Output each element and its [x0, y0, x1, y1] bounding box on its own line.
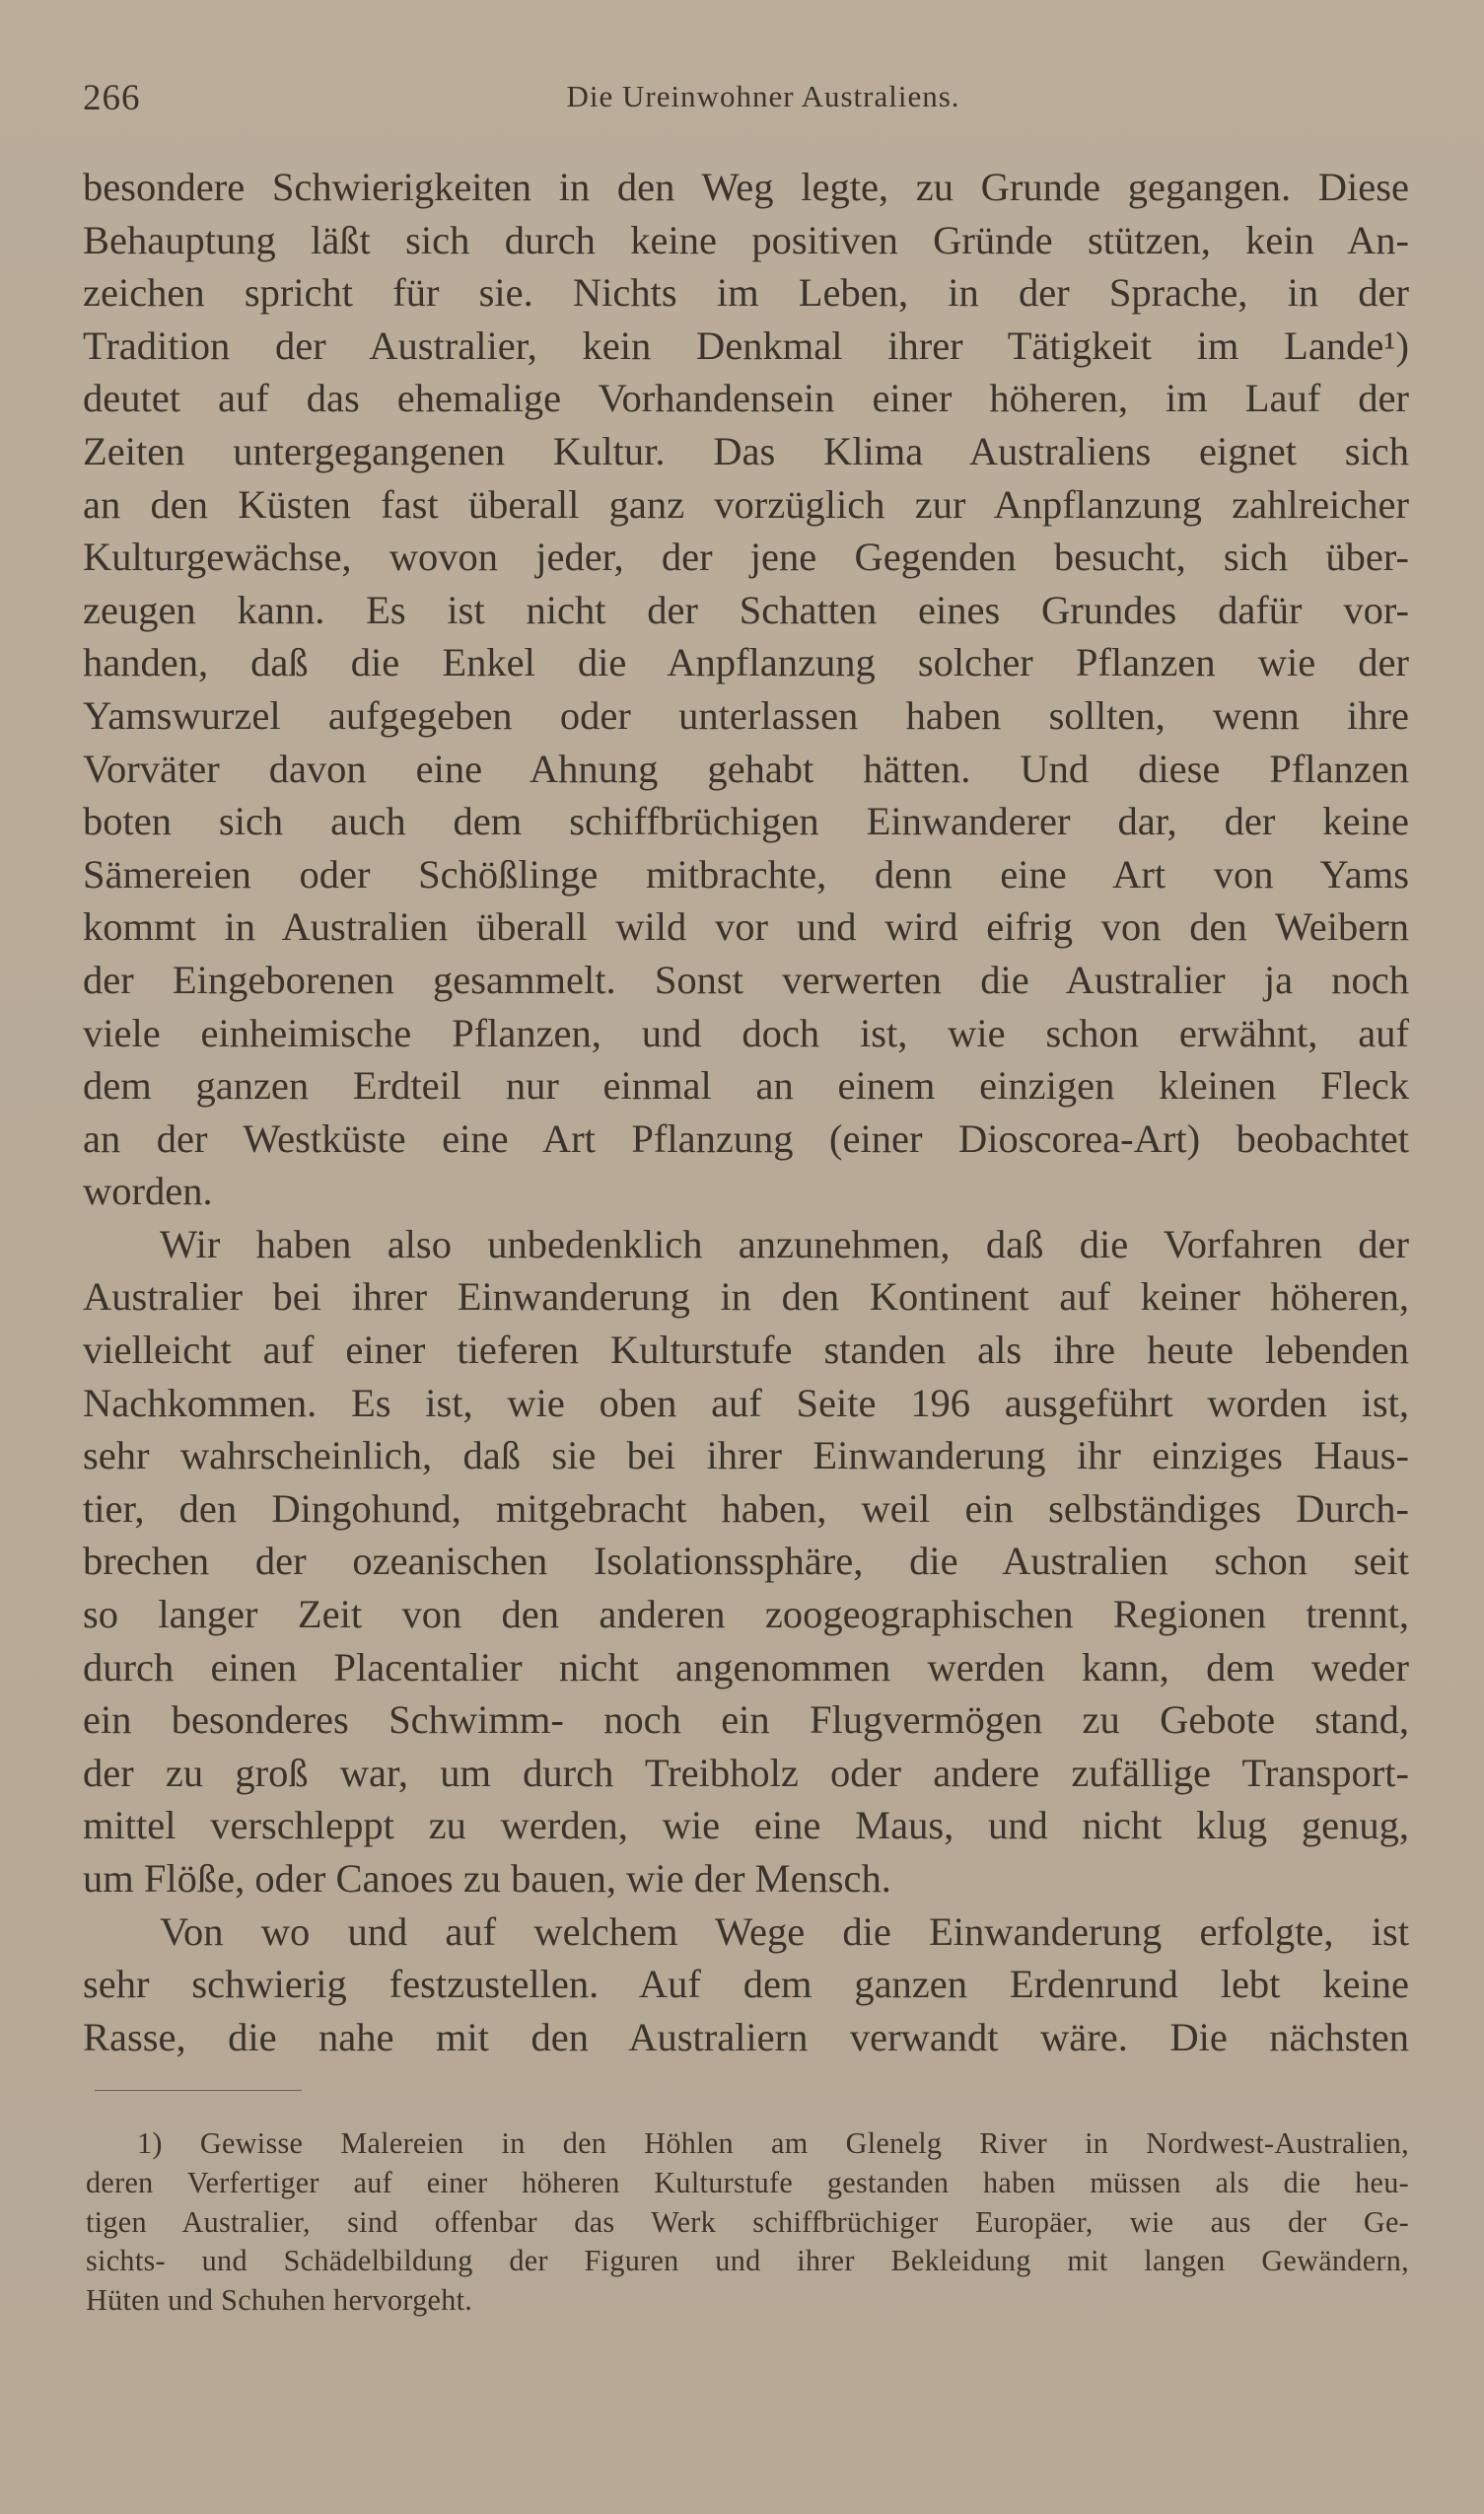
body-line: Von wo und auf welchem Wege die Einwanderung erfolgte, ist	[160, 1908, 1409, 1954]
body-line: Sämereien oder Schößlinge mitbrachte, denn eine Art von Yams	[83, 851, 1409, 897]
body-line: ein besonderes Schwimm- noch ein Flugvermögen zu Gebote stand,	[83, 1697, 1409, 1743]
body-line: vielleicht auf einer tieferen Kulturstufe standen als ihre heute lebenden	[83, 1328, 1409, 1373]
body-line: Tradition der Australier, kein Denkmal ihrer Tätigkeit im Lande¹)	[83, 323, 1409, 368]
body-line: sehr schwierig festzustellen. Auf dem ganzen Erdenrund lebt keine	[83, 1962, 1409, 2007]
body-line: kommt in Australien überall wild vor und wird eifrig von den Weibern	[83, 904, 1409, 950]
body-line: boten sich auch dem schiffbrüchigen Einwanderer dar, der keine	[83, 799, 1409, 844]
body-line: handen, daß die Enkel die Anpflanzung solcher Pflanzen wie der	[83, 640, 1409, 685]
footnote-line: Hüten und Schuhen hervorgeht.	[86, 2283, 473, 2318]
body-line: der zu groß war, um durch Treibholz oder andere zufällige Transport-	[83, 1750, 1409, 1795]
body-line: der Eingeborenen gesammelt. Sonst verwerten die Australier ja noch	[83, 957, 1409, 1002]
body-line: tier, den Dingohund, mitgebracht haben, weil ein selbständiges Durch-	[83, 1485, 1409, 1531]
body-line: an den Küsten fast überall ganz vorzüglich zur Anpflanzung zahlreicher	[83, 481, 1409, 527]
footnote-line: 1) Gewisse Malereien in den Höhlen am Glenelg River in Nordwest-Australien,	[137, 2126, 1409, 2160]
body-line: viele einheimische Pflanzen, und doch ist, wie schon erwähnt, auf	[83, 1010, 1409, 1055]
body-line: Yamswurzel aufgegeben oder unterlassen haben sollten, wenn ihre	[83, 692, 1409, 738]
body-line: mittel verschleppt zu werden, wie eine Maus, und nicht klug genug,	[83, 1803, 1409, 1848]
body-line: um Flöße, oder Canoes zu bauen, wie der Mensch.	[83, 1856, 891, 1901]
body-line: Kulturgewächse, wovon jeder, der jene Gegenden besucht, sich über-	[83, 535, 1409, 580]
page-header	[83, 77, 1414, 124]
body-text	[83, 161, 1409, 2063]
footnote-line: sichts- und Schädelbildung der Figuren und ihrer Bekleidung mit langen Gewändern,	[86, 2244, 1409, 2278]
footnote-line: deren Verfertiger auf einer höheren Kulturstufe gestanden haben müssen als die heu-	[86, 2165, 1409, 2199]
body-line: dem ganzen Erdteil nur einmal an einem einzigen kleinen Fleck	[83, 1063, 1409, 1109]
body-line: Vorväter davon eine Ahnung gehabt hätten. Und diese Pflanzen	[83, 746, 1409, 791]
body-line: sehr wahrscheinlich, daß sie bei ihrer Einwanderung ihr einziges Haus-	[83, 1433, 1409, 1478]
running-head: Die Ureinwohner Australiens.	[566, 79, 960, 113]
body-line: besondere Schwierigkeiten in den Weg legte, zu Grunde gegangen. Diese	[83, 165, 1409, 209]
body-line: brechen der ozeanischen Isolationssphäre, die Australien schon seit	[83, 1539, 1409, 1584]
body-line: zeichen spricht für sie. Nichts im Leben, in der Sprache, in der	[83, 270, 1409, 316]
page-number: 266	[83, 78, 141, 118]
body-line: deutet auf das ehemalige Vorhandensein einer höheren, im Lauf der	[83, 376, 1409, 421]
body-line: so langer Zeit von den anderen zoogeographischen Regionen trennt,	[83, 1592, 1409, 1637]
body-line: Nachkommen. Es ist, wie oben auf Seite 196 ausgeführt worden ist,	[83, 1380, 1409, 1425]
body-line: Zeiten untergegangenen Kultur. Das Klima Australiens eignet sich	[83, 428, 1409, 473]
footnote-line: tigen Australier, sind offenbar das Werk schiffbrüchiger Europäer, wie aus der Ge-	[86, 2204, 1409, 2239]
body-line: zeugen kann. Es ist nicht der Schatten eines Grundes dafür vor-	[83, 587, 1409, 632]
body-line: Behauptung läßt sich durch keine positiven Gründe stützen, kein An-	[83, 217, 1409, 262]
body-line: an der Westküste eine Art Pflanzung (einer Dioscorea-Art) beobachtet	[83, 1115, 1409, 1161]
body-line: worden.	[83, 1169, 213, 1214]
footnotes	[86, 2124, 1409, 2321]
body-line: Australier bei ihrer Einwanderung in den Kontinent auf keiner höheren,	[83, 1274, 1409, 1320]
footnote-divider	[95, 2090, 302, 2091]
body-line: Rasse, die nahe mit den Australiern verwandt wäre. Die nächsten	[83, 2014, 1409, 2059]
body-line: durch einen Placentalier nicht angenommen werden kann, dem weder	[83, 1644, 1409, 1689]
body-line: Wir haben also unbedenklich anzunehmen, daß die Vorfahren der	[160, 1221, 1409, 1266]
